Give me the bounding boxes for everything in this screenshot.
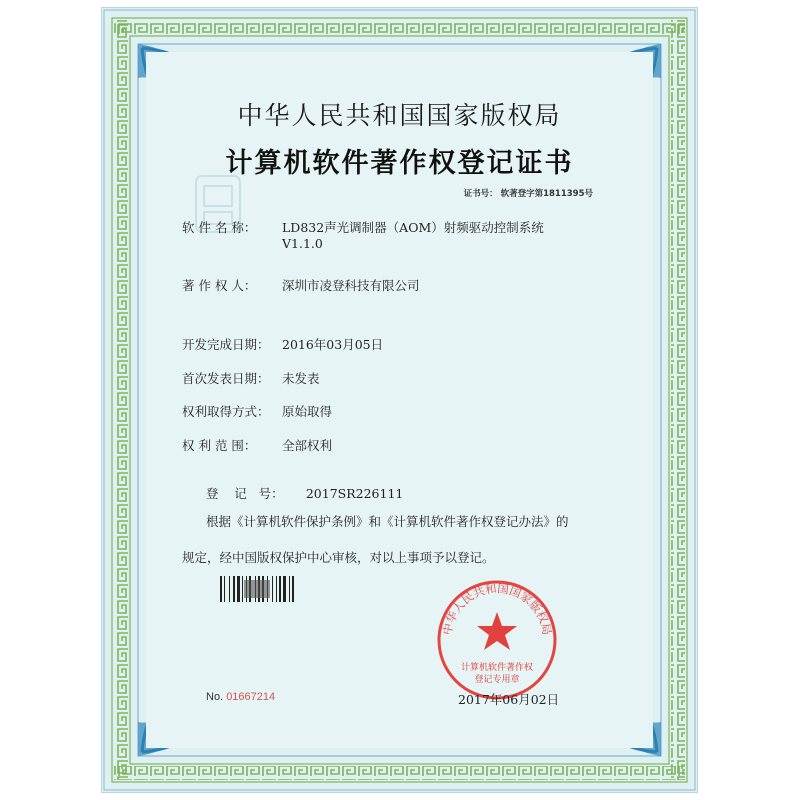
field-software-name [182,218,544,236]
serial-prefix: No. [206,691,224,703]
seal-center-line-2: 登记专用章 [474,675,520,685]
field-value: 未发表 [282,371,320,386]
field-first-publish-date [182,369,320,387]
seal-ring-text: 中华人民共和国国家版权局 [439,581,555,637]
certificate-title: 计算机软件著作权登记证书 [225,148,574,179]
field-label: 著 作 权 人： [182,278,257,293]
issuer-title: 中华人民共和国国家版权局 [237,101,562,130]
statement-line-2: 规定，经中国版权保护中心审核，对以上事项予以登记。 [182,550,495,565]
issue-date: 2017年06月02日 [458,692,560,707]
field-label: 权利取得方式： [182,404,270,419]
official-seal [435,578,559,702]
field-registration-number [182,469,403,517]
certificate-number: 证书号： 软著登字第1811395号 [463,189,593,199]
field-rights-scope [182,436,332,454]
certificate [102,8,697,792]
field-label: 首次发表日期： [182,371,270,386]
field-completion-date [182,335,383,353]
field-label: 软 件 名 称： [182,220,257,235]
field-label: 登 记 号： [205,486,284,501]
statement-line-1: 根据《计算机软件保护条例》和《计算机软件著作权登记办法》的 [206,514,569,529]
field-value: LD832声光调制器（AOM）射频驱动控制系统 [282,220,544,235]
field-label: 开发完成日期： [182,337,270,352]
field-value: 深圳市凌登科技有限公司 [282,278,420,293]
field-value: 2016年03月05日 [282,337,384,352]
serial-number [206,691,275,703]
field-value: 2017SR226111 [305,486,404,501]
seal-center-line-1: 计算机软件著作权 [460,663,534,673]
field-copyright-owner [182,276,420,294]
field-value: 全部权利 [282,438,333,453]
field-label: 权 利 范 围： [182,438,257,453]
field-value: 原始取得 [282,404,333,419]
software-version: V1.1.0 [282,236,323,251]
barcode [220,576,314,602]
serial-value: 01667214 [226,691,276,703]
field-acquisition-method [182,402,332,420]
